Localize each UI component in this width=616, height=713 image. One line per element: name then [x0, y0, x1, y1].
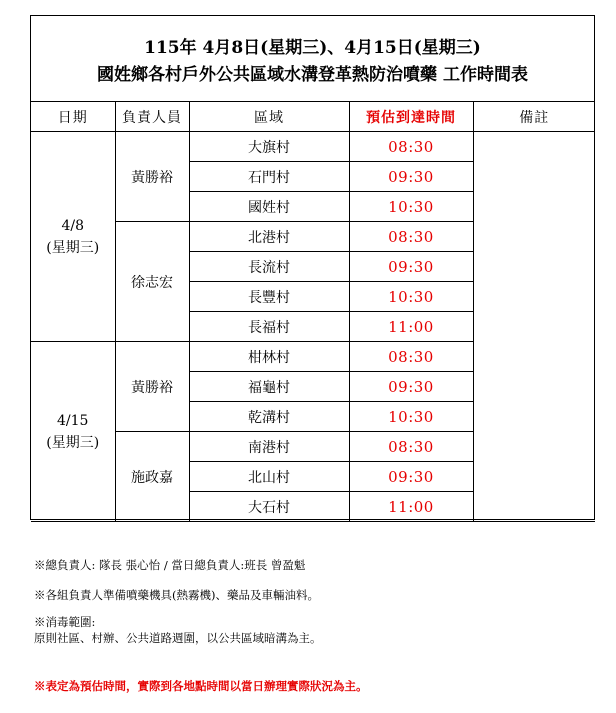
area-cell: 長豐村	[189, 282, 349, 312]
date-cell	[31, 342, 115, 522]
header-person: 負責人員	[115, 102, 189, 132]
area-cell: 大旗村	[189, 132, 349, 162]
person-cell: 黃勝裕	[115, 342, 189, 432]
area-cell: 長流村	[189, 252, 349, 282]
title-dates: 115年 4月8日(星期三)、4月15日(星期三)	[144, 38, 481, 58]
note-scope-detail: 原則社區、村辦、公共道路週圍，以公共區域暗溝為主。	[34, 631, 322, 645]
date-value: 4/8	[61, 217, 85, 234]
area-cell: 大石村	[189, 492, 349, 522]
note-cell	[473, 132, 595, 522]
header-time: 預估到達時間	[349, 102, 473, 132]
time-cell: 11:00	[349, 492, 473, 522]
header-note: 備註	[473, 102, 595, 132]
date-cell	[31, 132, 115, 342]
weekday-value: (星期三)	[46, 434, 100, 451]
area-cell: 福龜村	[189, 372, 349, 402]
area-cell: 乾溝村	[189, 402, 349, 432]
time-cell: 08:30	[349, 222, 473, 252]
time-cell: 09:30	[349, 462, 473, 492]
area-cell: 北港村	[189, 222, 349, 252]
area-cell: 北山村	[189, 462, 349, 492]
title-main: 國姓鄉各村戶外公共區域水溝登革熱防治噴藥 工作時間表	[97, 65, 528, 85]
table-row	[31, 132, 595, 162]
area-cell: 石門村	[189, 162, 349, 192]
weekday-value: (星期三)	[46, 239, 100, 256]
person-cell: 黃勝裕	[115, 132, 189, 222]
time-cell: 10:30	[349, 402, 473, 432]
schedule-frame	[30, 15, 595, 520]
table-header-row	[31, 102, 595, 132]
area-cell: 南港村	[189, 432, 349, 462]
time-cell: 08:30	[349, 342, 473, 372]
time-cell: 10:30	[349, 192, 473, 222]
note-time-disclaimer: ※表定為預估時間，實際到各地點時間以當日辦理實際狀況為主。	[34, 679, 368, 693]
time-cell: 08:30	[349, 132, 473, 162]
person-cell: 徐志宏	[115, 222, 189, 342]
person-cell: 施政嘉	[115, 432, 189, 522]
note-supervisor: ※總負責人: 隊長 張心怡 / 當日總負責人:班長 曾盈魁	[34, 558, 306, 572]
time-cell: 11:00	[349, 312, 473, 342]
schedule-table	[31, 101, 595, 522]
time-cell: 09:30	[349, 372, 473, 402]
area-cell: 國姓村	[189, 192, 349, 222]
header-area: 區域	[189, 102, 349, 132]
time-cell: 09:30	[349, 252, 473, 282]
date-value: 4/15	[57, 412, 89, 429]
area-cell: 柑林村	[189, 342, 349, 372]
note-scope-heading: ※消毒範圍:	[34, 615, 96, 629]
time-cell: 08:30	[349, 432, 473, 462]
note-equipment: ※各組負責人準備噴藥機具(熱霧機)、藥品及車輛油料。	[34, 588, 319, 602]
time-cell: 09:30	[349, 162, 473, 192]
time-cell: 10:30	[349, 282, 473, 312]
header-date: 日期	[31, 102, 115, 132]
area-cell: 長福村	[189, 312, 349, 342]
